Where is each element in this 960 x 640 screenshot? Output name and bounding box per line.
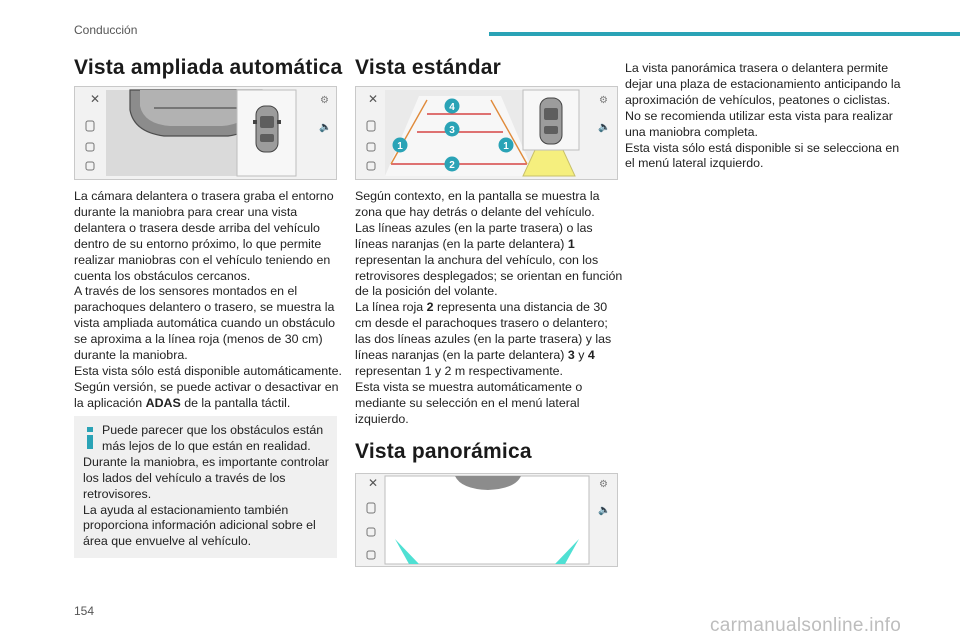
note-line: Durante la maniobra, es importante controlar los lados del vehículo a través de los retrovisores. — [83, 454, 329, 501]
callout-3 — [445, 122, 460, 137]
svg-text:4: 4 — [449, 102, 455, 113]
heading-vista-panoramica: Vista panorámica — [355, 440, 532, 463]
ref-number: 1 — [567, 236, 575, 251]
sound-icon: 🔈 — [598, 122, 611, 133]
text: representa una distancia de 30 cm desde el parachoques trasero o delantero; las dos líneas azules (en la parte trasera) y las líneas naranjas (en la parte delantera) — [355, 300, 612, 363]
heading-vista-ampliada: Vista ampliada automática — [74, 56, 343, 79]
info-note — [74, 416, 337, 558]
text: representan 1 y 2 m respectivamente. — [355, 363, 563, 378]
ref-number: 4 — [587, 348, 595, 363]
watermark: carmanualsonline.info — [710, 615, 902, 636]
text: representan la anchura del vehículo, con los retrovisores desplegados; se orientan en función de la posición del volante. — [355, 252, 623, 299]
ref-number: 3 — [567, 348, 575, 363]
figure-standard-view — [355, 86, 618, 180]
svg-text:1: 1 — [503, 141, 509, 152]
car-top-icon — [540, 98, 562, 144]
sound-icon: 🔈 — [319, 122, 332, 133]
settings-icon: ⚙ — [320, 95, 329, 106]
col2-paragraph: Según contexto, en la pantalla se muestra la zona que hay detrás o delante del vehículo. — [355, 189, 600, 219]
svg-text:2: 2 — [449, 160, 455, 171]
header-rule — [489, 32, 960, 36]
col2-paragraph: Esta vista se muestra automáticamente o mediante su selección en el menú lateral izquierdo. — [355, 379, 583, 426]
note-line: Puede parecer que los obstáculos están más lejos de lo que están en realidad. — [102, 423, 324, 453]
col1-paragraph: A través de los sensores montados en el parachoques delantero o trasero, se muestra la vista ampliada automática cuando un obstáculo se aproxima a la línea roja (menos de 30 cm) durante la maniobra. — [74, 284, 336, 363]
figure-extended-view — [74, 86, 337, 180]
text: La línea roja — [355, 300, 427, 315]
ads-app-name: ADAS — [145, 395, 181, 410]
close-icon: ✕ — [368, 476, 379, 490]
close-icon: ✕ — [368, 92, 379, 106]
callout-1-left — [393, 138, 408, 153]
info-icon — [86, 427, 94, 449]
text: y — [574, 348, 588, 363]
text: de la pantalla táctil. — [180, 395, 291, 410]
col2-text — [355, 189, 623, 428]
col2-paragraph — [355, 300, 623, 380]
col1-text — [74, 189, 342, 412]
page-number: 154 — [74, 604, 95, 618]
callout-4 — [445, 99, 460, 114]
svg-text:1: 1 — [397, 141, 403, 152]
note-line: La ayuda al estacionamiento también proporciona información adicional sobre el área que envuelve al vehículo. — [83, 502, 316, 549]
ref-number: 2 — [426, 300, 434, 315]
figure-panoramic-view — [355, 473, 618, 567]
sound-icon: 🔈 — [598, 505, 611, 516]
svg-text:3: 3 — [449, 125, 455, 136]
text: la aplicación — [74, 395, 146, 410]
car-top-icon — [253, 106, 281, 152]
callout-2 — [445, 157, 460, 172]
col1-paragraph: Esta vista sólo está disponible automáticamente. Según versión, se puede activar o desactivar en — [74, 363, 342, 394]
settings-icon: ⚙ — [599, 479, 608, 490]
col2-paragraph — [355, 221, 623, 301]
section-header: Conducción — [74, 23, 138, 37]
heading-vista-estandar: Vista estándar — [355, 56, 501, 79]
col3-paragraph: No se recomienda utilizar esta vista para realizar una maniobra completa. — [625, 108, 893, 139]
callout-1-right — [499, 138, 514, 153]
col1-paragraph-ads — [74, 396, 342, 412]
col3-paragraph: La vista panorámica trasera o delantera permite dejar una plaza de estacionamiento anticipando la aproximación de vehículos, peatones o ciclistas. — [625, 61, 901, 107]
settings-icon: ⚙ — [599, 95, 608, 106]
text: Las líneas azules (en la parte trasera) o las líneas naranjas (en la parte delantera) — [355, 220, 593, 251]
col1-paragraph: La cámara delantera o trasera graba el entorno durante la maniobra para crear una vista delantera o trasera desde arriba del vehículo dentro de su entorno próximo, lo que permite realizar maniobras con el vehículo teniendo en cuenta los obstáculos cercanos. — [74, 189, 334, 283]
col3-text — [625, 61, 907, 172]
close-icon: ✕ — [90, 92, 101, 106]
col3-paragraph: Esta vista sólo está disponible si se selecciona en el menú lateral izquierdo. — [625, 140, 900, 171]
